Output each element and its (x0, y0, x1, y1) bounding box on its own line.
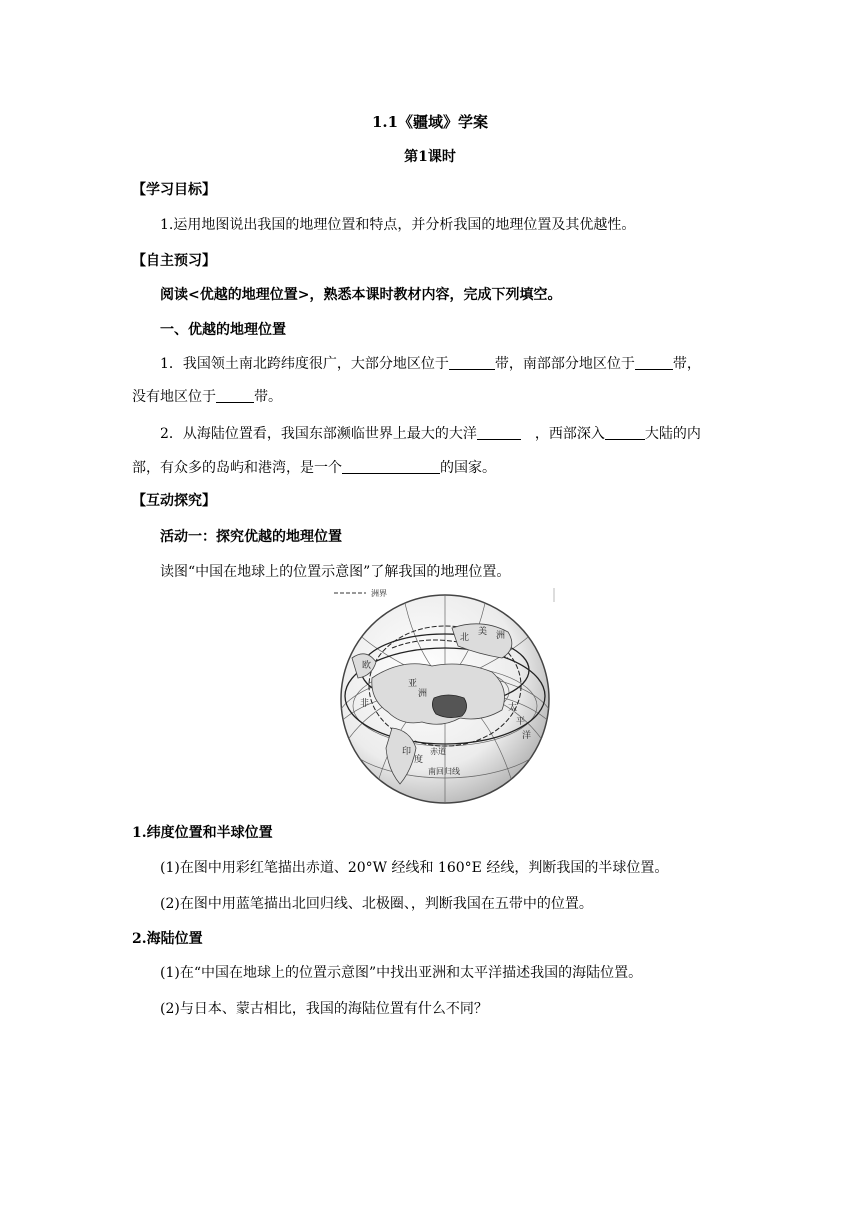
map-label-tropic-capricorn: 南回归线 (428, 767, 460, 776)
blank-field[interactable] (449, 355, 495, 370)
subsection-1-title: 1.纬度位置和半球位置 (132, 825, 273, 841)
goal-item-1: 1.运用地图说出我国的地理位置和特点，并分析我国的地理位置及其优越性。 (160, 217, 636, 233)
map-label-asia-2: 洲 (418, 688, 428, 698)
question-1-text-a: 1．我国领土南北跨纬度很广，大部分地区位于 (160, 356, 449, 372)
subsection-2-item-1: (1)在“中国在地球上的位置示意图”中找出亚洲和太平洋描述我国的海陆位置。 (160, 965, 643, 981)
globe-map-figure (332, 588, 558, 804)
globe-map-svg (332, 588, 558, 804)
map-label-pacific-3: 洋 (522, 730, 532, 740)
legend-label: 洲界 (371, 589, 387, 598)
map-label-namerica-1: 北 (460, 632, 470, 642)
map-label-pacific-2: 平 (516, 716, 526, 726)
subsection-1-item-2: (2)在图中用蓝笔描出北回归线、北极圈、，判断我国在五带中的位置。 (160, 896, 593, 912)
blank-field[interactable] (635, 355, 673, 370)
blank-field[interactable] (342, 459, 440, 474)
question-1-text-b: 带，南部部分地区位于 (494, 356, 635, 372)
question-2-text-c: 大陆的内 (644, 426, 701, 442)
blank-field[interactable] (477, 425, 521, 440)
question-2-text-a: 2．从海陆位置看，我国东部濒临世界上最大的大洋 (160, 426, 477, 442)
china-highlight (432, 695, 466, 718)
blank-field[interactable] (216, 388, 254, 403)
map-label-indian-2: 度 (414, 754, 424, 764)
question-2-line-1 (160, 424, 701, 444)
map-label-asia-1: 亚 (408, 678, 418, 688)
goals-header: 【学习目标】 (132, 182, 216, 198)
map-label-indian-1: 印 (402, 746, 412, 756)
page-title: 1.1《疆域》学案 (371, 113, 489, 131)
read-map-instruction: 读图“中国在地球上的位置示意图”了解我国的地理位置。 (160, 564, 511, 580)
blank-field[interactable] (605, 425, 645, 440)
question-1-text-c: 带， (672, 356, 701, 372)
subsection-2-title: 2.海陆位置 (132, 931, 203, 947)
question-2-line-2 (132, 458, 496, 478)
question-1-line-1 (160, 354, 701, 374)
map-label-europe: 欧 (362, 660, 372, 670)
map-label-africa: 非 (360, 698, 370, 708)
explore-header: 【互动探究】 (132, 493, 216, 509)
map-label-pacific-1: 太 (508, 702, 518, 712)
activity-1-title: 活动一：探究优越的地理位置 (160, 529, 342, 545)
map-label-namerica-2: 美 (478, 626, 488, 636)
question-1-line-2 (132, 387, 282, 407)
question-2-text-e: 的国家。 (440, 460, 496, 476)
page-subtitle: 第1课时 (404, 149, 456, 165)
part-one-title: 一、优越的地理位置 (160, 322, 286, 338)
preview-header: 【自主预习】 (132, 253, 216, 269)
question-1-text-d: 没有地区位于 (132, 389, 216, 405)
map-label-namerica-3: 洲 (496, 630, 506, 640)
preview-instruction: 阅读<优越的地理位置>，熟悉本课时教材内容，完成下列填空。 (160, 287, 562, 303)
subsection-1-item-1: (1)在图中用彩红笔描出赤道、20°W 经线和 160°E 经线，判断我国的半球位置。 (160, 860, 669, 876)
question-2-text-b: ，西部深入 (534, 426, 605, 442)
question-2-text-d: 部，有众多的岛屿和港湾，是一个 (132, 460, 342, 476)
map-label-equator: 赤道 (430, 747, 446, 756)
subsection-2-item-2: (2)与日本、蒙古相比，我国的海陆位置有什么不同？ (160, 1001, 488, 1017)
question-1-text-e: 带。 (254, 389, 282, 405)
